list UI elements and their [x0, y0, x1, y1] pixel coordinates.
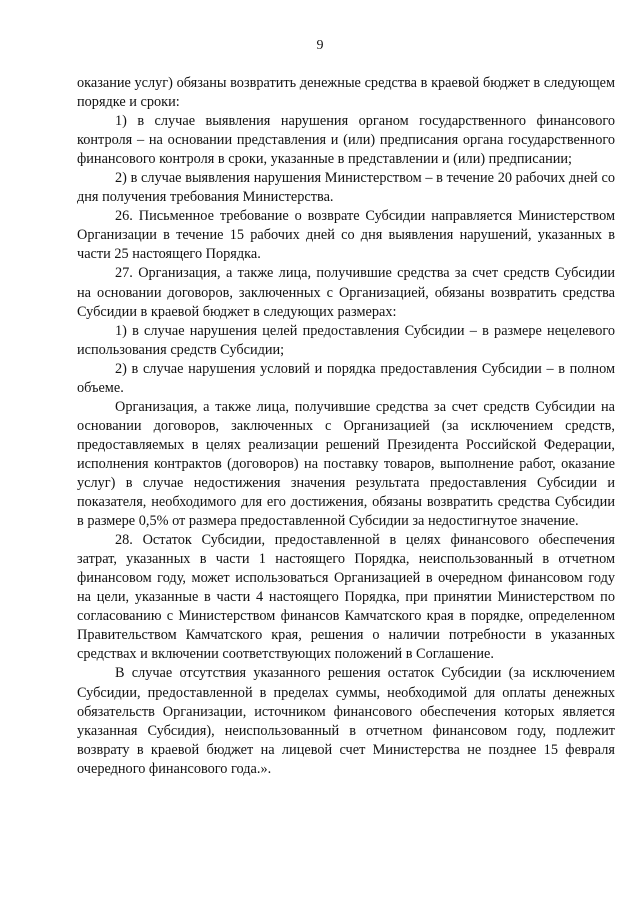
- paragraph-27-item-2: 2) в случае нарушения условий и порядка предоставления Субсидии – в полном объеме.: [77, 360, 615, 396]
- paragraph-26: 26. Письменное требование о возврате Субсидии направляется Министерством Организации в течение 15 рабочих дней со дня выявления нарушений, указанных в части 25 настоящего Порядка.: [77, 208, 615, 263]
- paragraph-27-result: Организация, а также лица, получившие средства за счет средств Субсидии на основании договоров, заключенных с Организацией (за исключением средств, предоставляемых в целях реализации решений Президента Российской Федерации, исполнения контрактов (договоров) на поставку товаров, выполнение работ, оказание услуг) в случае недостижения значения результата предоставления Субсидии и показателя, необходимого для его достижения, обязаны возвратить средства Субсидии в размере 0,5% от размера предоставленной Субсидии за недостигнутое значение.: [77, 398, 615, 530]
- document-body: [77, 74, 615, 779]
- page-number: 9: [316, 38, 324, 53]
- paragraph-item-1-control-body: 1) в случае выявления нарушения органом государственного финансового контроля – на основании представления и (или) предписания органа государственного финансового контроля в сроки, указанные в представлении и (или) предписании;: [77, 113, 615, 168]
- paragraph-27-item-1: 1) в случае нарушения целей предоставления Субсидии – в размере нецелевого использования средств Субсидии;: [77, 322, 615, 358]
- paragraph-28-remainder: В случае отсутствия указанного решения остаток Субсидии (за исключением Субсидии, предоставленной в пределах суммы, необходимой для оплаты денежных обязательств Организации, источником финансового обеспечения которых является указанная Субсидия), неиспользованный в отчетном финансовом году, подлежит возврату в краевой бюджет на лицевой счет Министерства не позднее 15 февраля очередного финансового года.».: [77, 665, 615, 777]
- paragraph-item-2-ministry: 2) в случае выявления нарушения Министерством – в течение 20 рабочих дней со дня получения требования Министерства.: [77, 170, 615, 206]
- paragraph-continuation: оказание услуг) обязаны возвратить денежные средства в краевой бюджет в следующем порядке и сроки:: [77, 75, 615, 111]
- paragraph-27: 27. Организация, а также лица, получившие средства за счет средств Субсидии на основании договоров, заключенных с Организацией, обязаны возвратить средства Субсидии в краевой бюджет в следующих размерах:: [77, 265, 615, 320]
- paragraph-28: 28. Остаток Субсидии, предоставленной в целях финансового обеспечения затрат, указанных в части 1 настоящего Порядка, неиспользованный в отчетном финансовом году, может использоваться Организацией в очередном финансовом году на цели, указанные в части 4 настоящего Порядка, при принятии Министерством по согласованию с Министерством финансов Камчатского края в порядке, определенном Правительством Камчатского края, решения о наличии потребности в указанных средствах и включении соответствующих положений в Соглашение.: [77, 532, 615, 663]
